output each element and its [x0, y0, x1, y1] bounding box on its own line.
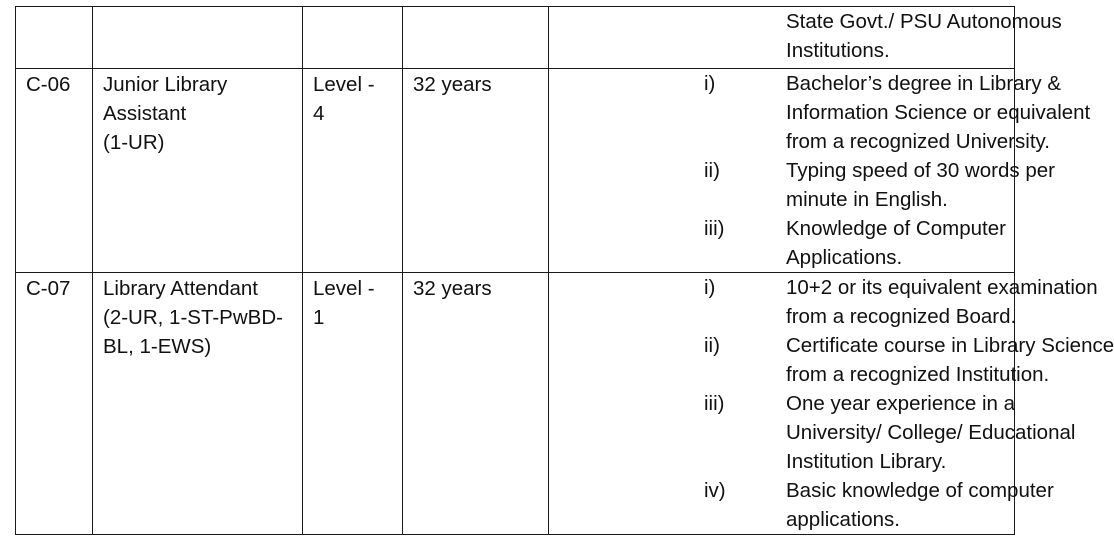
qualification-item: ii) Certificate course in Library Science from a recognized Institution.	[549, 331, 1008, 389]
post-name: Library Attendant (2-UR, 1-ST-PwBD- BL, 1-EWS)	[93, 273, 303, 535]
qualifications-cell	[549, 7, 1062, 69]
post-code: C-06	[16, 69, 93, 273]
qualification-line: Institutions.	[786, 39, 890, 62]
recruitment-table	[15, 6, 1114, 535]
qualification-number: ii)	[704, 334, 720, 357]
qualification-number: i)	[704, 72, 716, 95]
qualification-number: iv)	[704, 479, 726, 502]
table-row-c06	[16, 69, 1015, 273]
qualification-item: ii) Typing speed of 30 words per minute in English.	[549, 156, 1008, 214]
qualification-number: i)	[704, 276, 716, 299]
table-row-continued	[16, 7, 1015, 69]
qualification-item: i) Bachelor’s degree in Library & Information Science or equivalent from a recognized University.	[549, 69, 1008, 156]
pay-level: Level - 4	[303, 69, 403, 273]
qualifications-cell	[549, 273, 1114, 535]
age-limit: 32 years	[403, 273, 549, 535]
qualifications-cell	[549, 69, 1091, 273]
age-cell	[403, 7, 549, 69]
qualification-item: iii) One year experience in a University/ College/ Educational Institution Library.	[549, 389, 1008, 476]
level-cell	[303, 7, 403, 69]
qualification-number: iii)	[704, 392, 725, 415]
code-cell	[16, 7, 93, 69]
qualification-item: i) 10+2 or its equivalent examination from a recognized Board.	[549, 273, 1008, 331]
qualification-number: ii)	[704, 159, 720, 182]
table-row-c07	[16, 273, 1015, 535]
post-code: C-07	[16, 273, 93, 535]
qualification-line: State Govt./ PSU Autonomous	[786, 10, 1062, 33]
pay-level: Level - 1	[303, 273, 403, 535]
post-cell	[93, 7, 303, 69]
qualification-item: iii) Knowledge of Computer Applications.	[549, 214, 1008, 272]
post-name: Junior Library Assistant (1-UR)	[93, 69, 303, 273]
age-limit: 32 years	[403, 69, 549, 273]
qualification-number: iii)	[704, 217, 725, 240]
qualification-item: iv) Basic knowledge of computer applications.	[549, 476, 1008, 534]
